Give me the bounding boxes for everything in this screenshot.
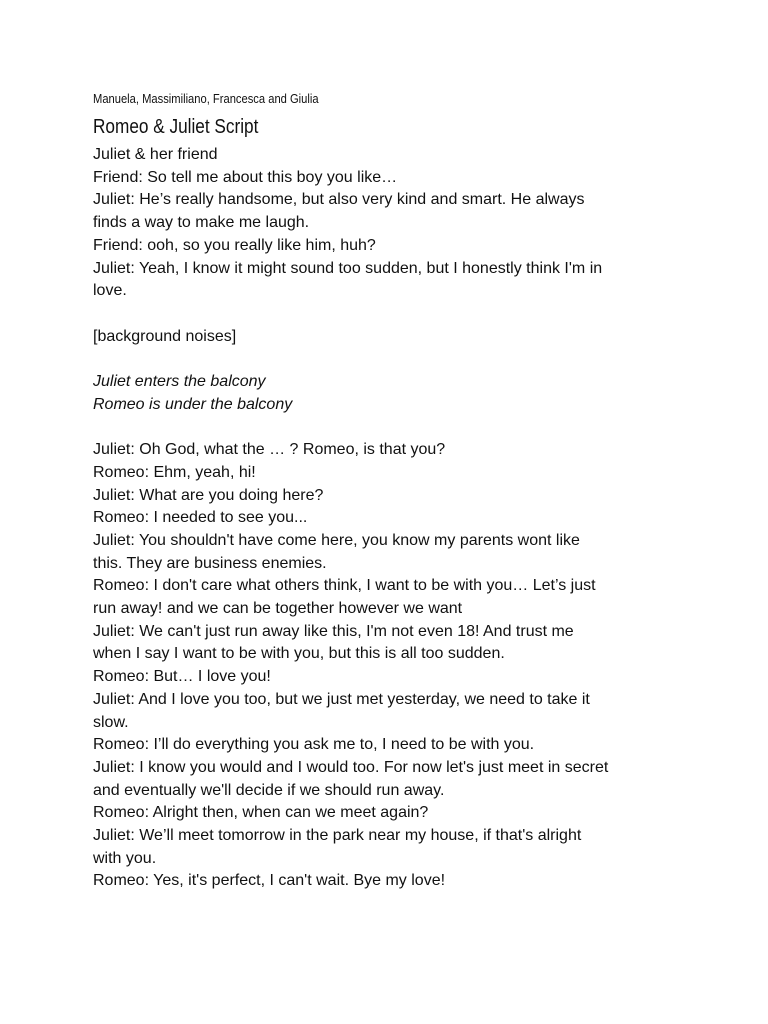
dialogue-line: Romeo: Ehm, yeah, hi! bbox=[93, 463, 256, 481]
sound-cue: [background noises] bbox=[93, 327, 237, 345]
dialogue-line: Romeo: I don't care what others think, I want to be with you… Let’s just bbox=[93, 577, 596, 595]
dialogue-line: run away! and we can be together however we want bbox=[93, 600, 463, 618]
blank-line bbox=[93, 303, 693, 326]
stage-direction: Juliet enters the balcony bbox=[93, 373, 266, 390]
blank-line bbox=[93, 416, 693, 439]
dialogue-line: this. They are business enemies. bbox=[93, 554, 327, 572]
dialogue-line: Juliet: What are you doing here? bbox=[93, 486, 324, 504]
script-title: Romeo & Juliet Script bbox=[93, 116, 259, 138]
dialogue-line: Romeo: Alright then, when can we meet again? bbox=[93, 804, 429, 822]
dialogue-line: Romeo: Yes, it's perfect, I can't wait. Bye my love! bbox=[93, 872, 446, 890]
dialogue-line: when I say I want to be with you, but this is all too sudden. bbox=[93, 645, 505, 663]
dialogue-line: Juliet: And I love you too, but we just met yesterday, we need to take it bbox=[93, 690, 590, 708]
scene-heading: Juliet & her friend bbox=[93, 146, 218, 163]
dialogue-line: Juliet: Yeah, I know it might sound too sudden, but I honestly think I'm in bbox=[93, 259, 603, 277]
stage-direction: Romeo is under the balcony bbox=[93, 395, 293, 413]
dialogue-line: Juliet: He’s really handsome, but also very kind and smart. He always bbox=[93, 191, 585, 209]
dialogue-line: Friend: So tell me about this boy you like… bbox=[93, 168, 398, 186]
dialogue-line: Romeo: I needed to see you... bbox=[93, 509, 308, 527]
dialogue-line: with you. bbox=[93, 849, 157, 867]
dialogue-line: Juliet: I know you would and I would too. For now let's just meet in secret bbox=[93, 758, 609, 776]
dialogue-line: Juliet: We can't just run away like this, I'm not even 18! And trust me bbox=[93, 622, 574, 640]
dialogue-line: Juliet: You shouldn't have come here, you know my parents wont like bbox=[93, 531, 580, 549]
dialogue-line: Juliet: Oh God, what the … ? Romeo, is that you? bbox=[93, 441, 446, 459]
dialogue-line: and eventually we'll decide if we should run away. bbox=[93, 781, 445, 799]
script-body bbox=[93, 144, 693, 893]
dialogue-line: slow. bbox=[93, 713, 129, 731]
dialogue-line: love. bbox=[93, 282, 127, 300]
dialogue-line: Friend: ooh, so you really like him, huh? bbox=[93, 236, 376, 254]
dialogue-line: finds a way to make me laugh. bbox=[93, 214, 310, 232]
authors-line: Manuela, Massimiliano, Francesca and Giulia bbox=[93, 91, 319, 106]
dialogue-line: Romeo: But… I love you! bbox=[93, 668, 271, 686]
dialogue-line: Juliet: We’ll meet tomorrow in the park near my house, if that's alright bbox=[93, 827, 582, 845]
dialogue-line: Romeo: I’ll do everything you ask me to, I need to be with you. bbox=[93, 736, 535, 754]
blank-line bbox=[93, 348, 693, 371]
